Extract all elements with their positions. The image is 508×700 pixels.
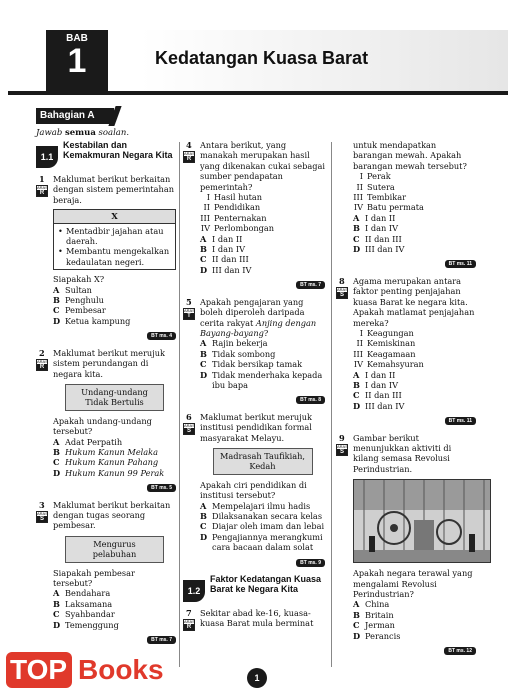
chapter-badge xyxy=(46,30,108,94)
info-item: • Membantu mengekalkan kedaulatan negeri. xyxy=(58,246,171,267)
chapter-title: Kedatangan Kuasa Barat xyxy=(155,48,369,68)
question-7 xyxy=(183,608,325,629)
option-c[interactable]: C II dan III xyxy=(353,233,402,244)
option-b[interactable]: B Laksamana xyxy=(53,598,113,609)
option-a[interactable]: A Bendahara xyxy=(53,588,111,599)
option-b[interactable]: B Penghulu xyxy=(53,295,104,306)
subtopic-number: 1.2 xyxy=(183,580,205,602)
option-b[interactable]: B Tidak sombong xyxy=(200,348,276,359)
question-number: 6 xyxy=(186,411,192,422)
roman-item: III Tembikar xyxy=(353,192,407,203)
question-1 xyxy=(36,174,176,342)
watermark-top: TOP xyxy=(10,654,68,685)
option-b[interactable]: B I dan IV xyxy=(353,223,398,234)
info-box xyxy=(53,209,176,270)
option-b[interactable]: B Britain xyxy=(353,609,394,620)
option-c[interactable]: C Pembesar xyxy=(53,305,106,316)
option-a[interactable]: A Adat Perpatih xyxy=(53,436,123,447)
question-number: 8 xyxy=(339,275,345,286)
question-text: Apakah pengajaran yang boleh diperoleh daripada cerita rakyat Anjing dengan Bayang-bayang? xyxy=(200,296,317,338)
roman-item: IV Batu permata xyxy=(353,202,424,213)
option-d[interactable]: D Pengajiannya merangkumi cara bacaan dalam solat xyxy=(200,531,323,553)
roman-item: II Kemiskinan xyxy=(356,338,416,349)
option-d[interactable]: D Temenggung xyxy=(53,619,119,630)
question-number: 1 xyxy=(39,174,45,184)
question-text: Gambar berikut menunjukkan aktiviti di kilang semasa Revolusi Perindustrian. xyxy=(353,432,452,474)
column-3 xyxy=(336,140,476,662)
column-divider xyxy=(331,142,332,667)
option-b[interactable]: B I dan IV xyxy=(353,379,398,390)
option-a[interactable]: A I dan II xyxy=(353,212,396,223)
question-text: untuk mendapatkan barangan mewah. Apakah barangan mewah tersebut? xyxy=(353,140,467,171)
column-1 xyxy=(36,140,176,651)
option-b[interactable]: B I dan IV xyxy=(200,244,245,255)
question-text: Maklumat berikut berkaitan dengan tugas seorang pembesar. xyxy=(53,499,171,531)
roman-item: I Hasil hutan xyxy=(206,192,263,203)
question-stem: Siapakah X? xyxy=(53,274,105,285)
bab-label: BAB xyxy=(66,33,88,44)
reference-tag: BT ms. 12 xyxy=(353,644,476,656)
reference-tag: BT ms. 9 xyxy=(200,556,325,568)
question-number: 3 xyxy=(39,499,45,510)
option-d[interactable]: D III dan IV xyxy=(353,400,405,411)
option-c[interactable]: C II dan III xyxy=(200,254,249,265)
option-b[interactable]: B Hukum Kanun Melaka xyxy=(53,446,159,457)
question-stem: Apakah negara terawal yang mengalami Revolusi Perindustrian? xyxy=(353,568,473,599)
question-9 xyxy=(336,433,476,657)
option-d[interactable]: D Ketua kampung xyxy=(53,315,131,326)
level-badge: ARAS S xyxy=(37,510,48,522)
question-number: 4 xyxy=(186,140,192,150)
option-d[interactable]: D III dan IV xyxy=(200,264,252,275)
info-box: Mengurus pelabuhan xyxy=(65,536,163,563)
chapter-number: 1 xyxy=(67,42,87,80)
level-badge: ARAS R xyxy=(37,358,48,370)
level-badge: ARAS R xyxy=(184,619,195,631)
option-d[interactable]: D Tidak menderhaka kepada ibu bapa xyxy=(200,369,323,390)
option-c[interactable]: C Jerman xyxy=(353,620,395,631)
reference-tag: BT ms. 7 xyxy=(200,278,325,290)
option-c[interactable]: C Syahbandar xyxy=(53,609,115,620)
roman-item: III Penternakan xyxy=(200,212,267,223)
question-text: Maklumat berikut merujuk institusi pendidikan formal masyarakat Melayu. xyxy=(200,411,312,443)
option-a[interactable]: A Rajin bekerja xyxy=(200,338,268,349)
info-box: Undang-undang Tidak Bertulis xyxy=(65,384,163,411)
subtopic-1-1 xyxy=(36,140,176,168)
question-3 xyxy=(36,500,176,646)
option-a[interactable]: A I dan II xyxy=(200,233,243,244)
question-7-continued xyxy=(336,140,476,270)
question-5 xyxy=(183,297,325,406)
info-box-title: X xyxy=(54,210,175,223)
instruction: Jawab semua soalan. xyxy=(36,128,130,138)
level-badge: ARAS T xyxy=(184,307,195,319)
column-2 xyxy=(183,140,325,635)
chapter-header xyxy=(0,0,508,100)
reference-tag: BT ms. 7 xyxy=(53,633,176,645)
factory-image xyxy=(353,479,491,563)
reference-tag: BT ms. 11 xyxy=(353,414,476,426)
column-divider xyxy=(179,142,180,667)
roman-item: IV Perlombongan xyxy=(200,223,275,234)
option-b[interactable]: B Dilaksanakan secara kelas xyxy=(200,511,323,521)
question-4 xyxy=(183,140,325,291)
level-badge: ARAS S xyxy=(337,443,348,455)
roman-item: II Pendidikan xyxy=(203,202,261,213)
option-c[interactable]: C Diajar oleh imam dan lebai xyxy=(200,521,325,532)
info-item: • Mentadbir jajahan atau daerah. xyxy=(58,226,171,247)
question-number: 9 xyxy=(339,432,345,443)
reference-tag: BT ms. 11 xyxy=(353,257,476,269)
level-badge: ARAS R xyxy=(184,151,195,162)
question-number: 5 xyxy=(186,296,192,307)
info-box: Madrasah Taufikiah, Kedah xyxy=(213,448,313,475)
question-stem: Apakah undang-undang tersebut? xyxy=(53,415,152,437)
option-d[interactable]: D III dan IV xyxy=(353,244,405,255)
option-c[interactable]: C II dan III xyxy=(353,390,402,401)
question-number: 2 xyxy=(39,347,45,358)
level-badge: ARAS R xyxy=(37,185,48,196)
option-a[interactable]: A China xyxy=(353,599,390,610)
section-label: Bahagian A xyxy=(36,108,114,124)
subtopic-1-2 xyxy=(183,574,325,602)
option-c[interactable]: C Tidak bersikap tamak xyxy=(200,359,303,370)
page-number: 1 xyxy=(247,668,267,688)
question-text: Antara berikut, yang manakah merupakan hasil yang dikenakan cukai sebagai sumber pendapatan pemerintah? xyxy=(200,140,325,192)
option-d[interactable]: D Perancis xyxy=(353,630,401,641)
option-a[interactable]: A Mempelajari ilmu hadis xyxy=(200,500,311,511)
roman-item: I Keagungan xyxy=(359,327,414,338)
subtopic-title: Faktor Kedatangan Kuasa Barat ke Negara Kita xyxy=(210,574,322,595)
subtopic-number: 1.1 xyxy=(36,146,58,168)
reference-tag: BT ms. 4 xyxy=(53,329,176,341)
question-8 xyxy=(336,276,476,427)
question-stem: Apakah ciri pendidikan di institusi tersebut? xyxy=(200,479,307,501)
roman-item: IV Kemahsyuran xyxy=(353,359,424,370)
question-6 xyxy=(183,412,325,568)
reference-tag: BT ms. 5 xyxy=(53,481,176,493)
question-stem: Siapakah pembesar tersebut? xyxy=(53,567,135,588)
question-2 xyxy=(36,348,176,494)
level-badge: ARAS S xyxy=(337,286,348,298)
question-text: Sekitar abad ke-16, kuasa-kuasa Barat mula berminat xyxy=(200,608,314,629)
roman-item: III Keagamaan xyxy=(353,348,416,359)
option-c[interactable]: C Hukum Kanun Pahang xyxy=(53,457,159,468)
question-text: Maklumat berikut berkaitan dengan sistem pemerintahan beraja. xyxy=(53,174,174,205)
level-badge: ARAS S xyxy=(184,422,195,434)
roman-item: II Sutera xyxy=(356,181,395,192)
option-a[interactable]: A I dan II xyxy=(353,369,396,380)
question-text: Maklumat berikut merujuk sistem perundangan di negara kita. xyxy=(53,347,165,379)
question-text: Agama merupakan antara faktor penting penjajahan kuasa Barat ke negara kita. Apakah matlamat penjajahan mereka? xyxy=(353,275,475,328)
option-d[interactable]: D Hukum Kanun 99 Perak xyxy=(53,467,165,478)
watermark-books: Books xyxy=(78,654,164,685)
question-number: 7 xyxy=(186,608,192,619)
subtopic-title: Kestabilan dan Kemakmuran Negara Kita xyxy=(63,140,173,160)
reference-tag: BT ms. 8 xyxy=(200,393,325,405)
option-a[interactable]: A Sultan xyxy=(53,284,92,295)
roman-item: I Perak xyxy=(359,171,391,182)
